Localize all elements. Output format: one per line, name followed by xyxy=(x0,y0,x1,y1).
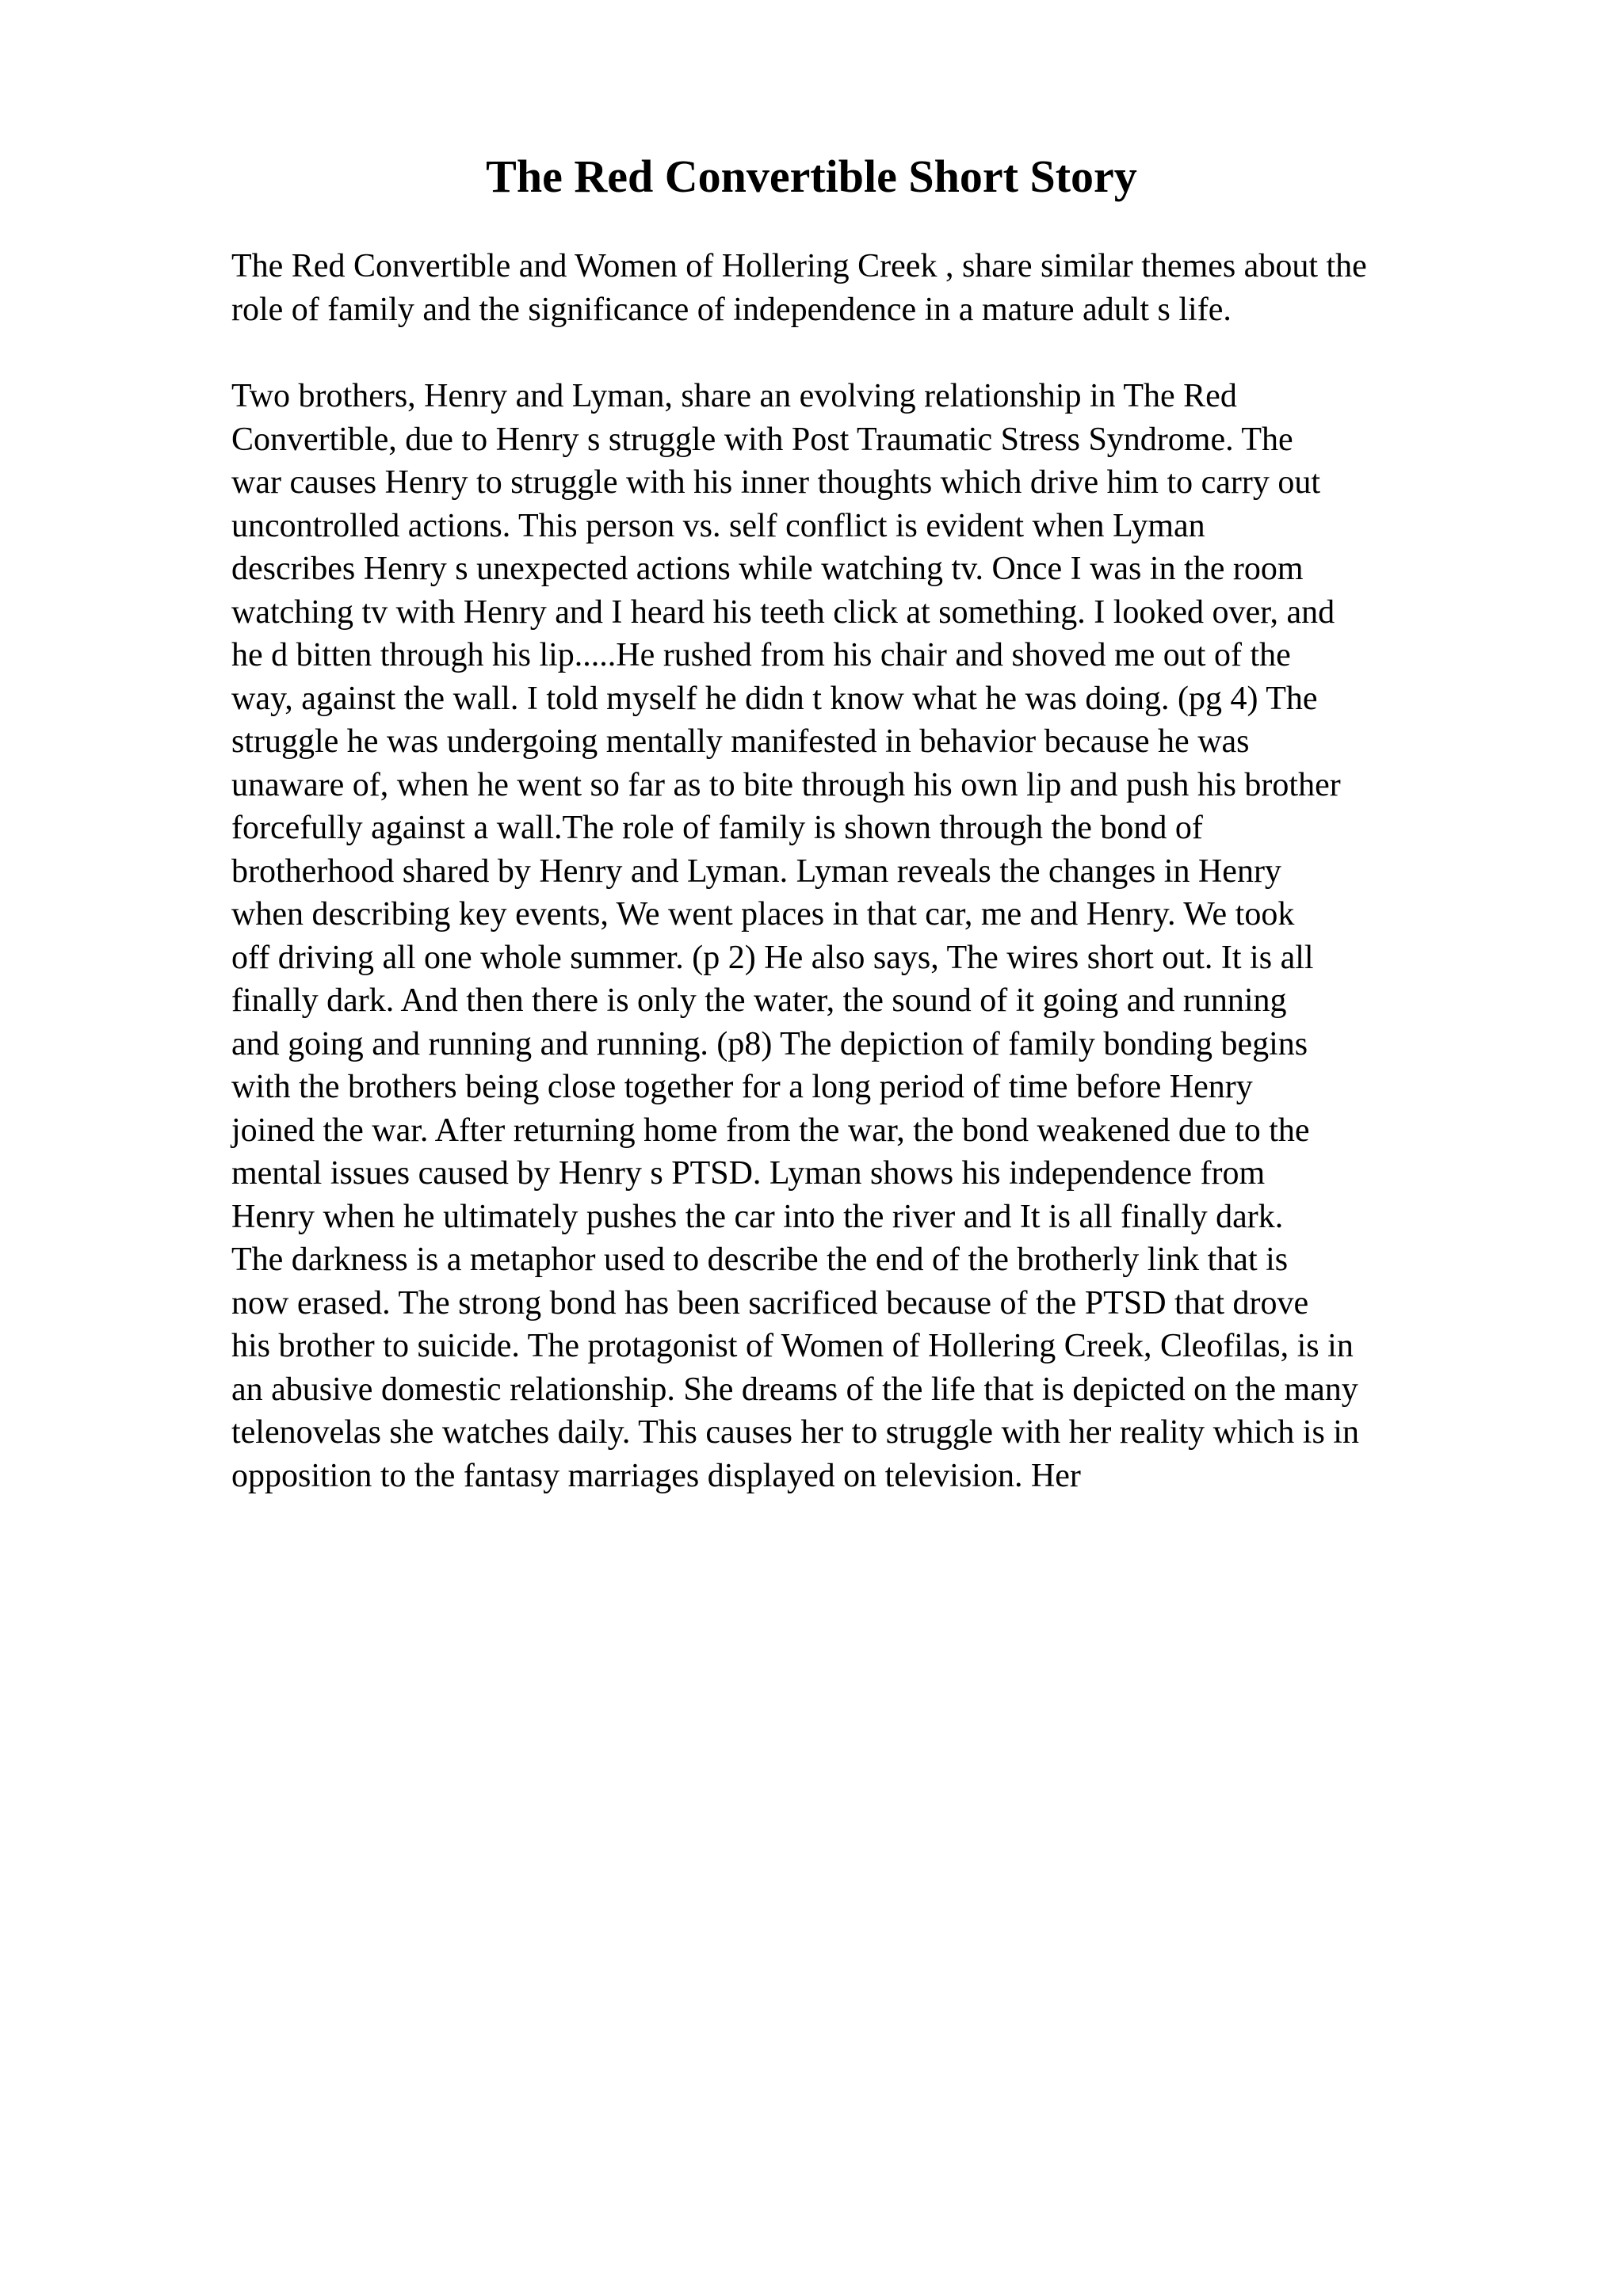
text-line: an abusive domestic relationship. She dreams of the life that is depicted on the many xyxy=(231,1371,1358,1408)
text-line: he d bitten through his lip.....He rushed from his chair and shoved me out of the xyxy=(231,637,1291,673)
text-line: describes Henry s unexpected actions while watching tv. Once I was in the room xyxy=(231,551,1304,587)
text-line: and going and running and running. (p8) The depiction of family bonding begins xyxy=(231,1025,1308,1062)
document-title: The Red Convertible Short Story xyxy=(486,151,1137,202)
text-line: Two brothers, Henry and Lyman, share an evolving relationship in The Red xyxy=(231,378,1237,414)
text-line: unaware of, when he went so far as to bite through his own lip and push his brother xyxy=(231,766,1341,803)
text-line: struggle he was undergoing mentally manifested in behavior because he was xyxy=(231,723,1250,760)
text-line: telenovelas she watches daily. This causes her to struggle with her reality which is in xyxy=(231,1414,1359,1451)
text-line: role of family and the significance of independence in a mature adult s life. xyxy=(231,291,1232,328)
text-line: Henry when he ultimately pushes the car into the river and It is all finally dark. xyxy=(231,1198,1284,1235)
text-line: now erased. The strong bond has been sacrificed because of the PTSD that drove xyxy=(231,1284,1309,1322)
text-line: opposition to the fantasy marriages displayed on television. Her xyxy=(231,1457,1081,1494)
text-line: joined the war. After returning home from the war, the bond weakened due to the xyxy=(231,1112,1310,1149)
text-line: Convertible, due to Henry s struggle with Post Traumatic Stress Syndrome. The xyxy=(231,421,1293,458)
paragraph-body xyxy=(231,375,1515,1497)
text-line: The darkness is a metaphor used to describe the end of the brotherly link that is xyxy=(231,1241,1289,1278)
text-line: off driving all one whole summer. (p 2) He also says, The wires short out. It is all xyxy=(231,939,1314,976)
text-line: way, against the wall. I told myself he didn t know what he was doing. (pg 4) The xyxy=(231,680,1318,717)
text-line: brotherhood shared by Henry and Lyman. Lyman reveals the changes in Henry xyxy=(231,852,1281,890)
text-line: mental issues caused by Henry s PTSD. Lyman shows his independence from xyxy=(231,1155,1266,1192)
text-line: with the brothers being close together for a long period of time before Henry xyxy=(231,1069,1253,1105)
text-line: war causes Henry to struggle with his inner thoughts which drive him to carry out xyxy=(231,464,1321,501)
paragraph-intro xyxy=(231,245,1515,331)
text-line: his brother to suicide. The protagonist of Women of Hollering Creek, Cleofilas, is in xyxy=(231,1328,1354,1364)
text-line: finally dark. And then there is only the water, the sound of it going and running xyxy=(231,982,1287,1019)
text-line: The Red Convertible and Women of Hollering Creek , share similar themes about the xyxy=(231,248,1367,284)
text-line: uncontrolled actions. This person vs. self conflict is evident when Lyman xyxy=(231,507,1205,544)
text-line: forcefully against a wall.The role of family is shown through the bond of xyxy=(231,810,1203,846)
text-line: watching tv with Henry and I heard his teeth click at something. I looked over, and xyxy=(231,593,1335,631)
text-line: when describing key events, We went places in that car, me and Henry. We took xyxy=(231,896,1295,933)
